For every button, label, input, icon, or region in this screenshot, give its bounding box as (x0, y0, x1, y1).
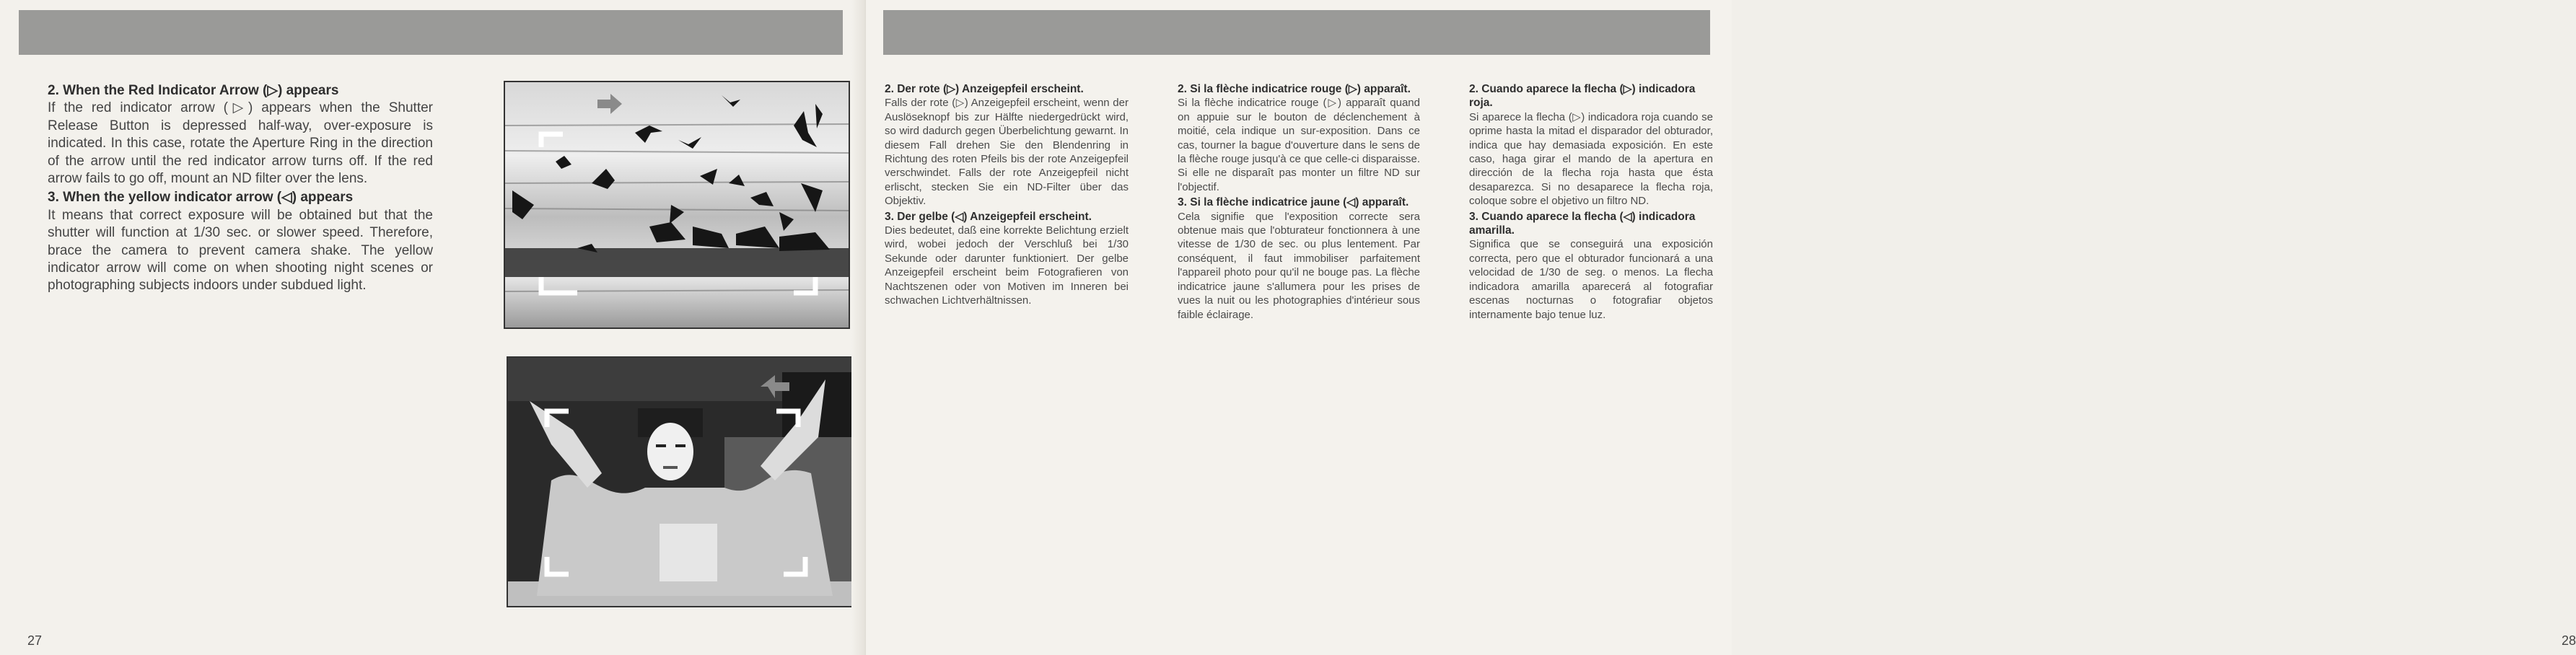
fr-section-3-body: Cela signifie que l'exposition correcte sera obtenue mais que l'obturateur fonctionnera à une vitesse de 1/30 de sec. ou plus lentement. Par conséquent, il faut immobiliser parfaitement l'appareil photo pour qu'il ne bouge pas. La flèche indicatrice jaune s'allumera pour les prises de vues la nuit ou les photographies d'intérieur sous faible éclairage. (1178, 210, 1420, 321)
german-text (885, 82, 1129, 309)
en-section-3-heading: 3. When the yellow indicator arrow (◁) appears (48, 190, 354, 206)
page-number-left: 27 (27, 633, 43, 648)
fr-section-2-body: Si la flèche indicatrice rouge (▷) apparaît quand on appuie sur le bouton de déclenchement à moitié, cela indique un sur-exposition. Dans ce cas, tourner la bague d'ouverture dans le sens de la flèche rouge jusqu'à ce que celle-ci disparaisse. Si elle ne disparaît pas monter un filtre ND sur l'objectif. (1178, 97, 1420, 193)
header-band-right (883, 10, 1710, 55)
header-band-left (19, 10, 843, 55)
birds-photo (504, 81, 850, 329)
en-section-3-body: It means that correct exposure will be obtained but that the shutter will function at 1/30 sec. or slower speed. Therefore, brace the camera to prevent camera shake. The yellow indicator arrow will come on when shooting night scenes or photographing subjects indoors under subdued light. (48, 207, 433, 294)
es-section-3-body: Significa que se conseguirá una exposición correcta, pero que el obturador funcionará a una velocidad de 1/30 de seg. o menos. La flecha indicadora amarilla aparecerá al fotografiar escenas nocturnas o fotografiar objetos internamente bajo tenue luz. (1469, 238, 1713, 321)
spanish-text (1469, 82, 1713, 323)
es-section-3-heading: 3. Cuando aparece la flecha (◁) indicadora amarilla. (1469, 210, 1696, 237)
page-number-right: 28 (2562, 633, 2576, 648)
es-section-2-heading: 2. Cuando aparece la flecha (▷) indicadora roja. (1469, 83, 1696, 110)
en-section-2-body: If the red indicator arrow (▷) appears when the Shutter Release Button is depressed half-way, over-exposure is indicated. In this case, rotate the Aperture Ring in the direction of the arrow until the red indicator arrow turns off. If the red arrow fails to go off, mount an ND filter over the lens. (48, 100, 433, 187)
kabuki-photo (507, 356, 853, 607)
fr-section-3-heading: 3. Si la flèche indicatrice jaune (◁) apparaît. (1178, 196, 1409, 209)
fr-section-2-heading: 2. Si la flèche indicatrice rouge (▷) apparaît. (1178, 83, 1411, 95)
es-section-2-body: Si aparece la flecha (▷) indicadora roja cuando se oprime hasta la mitad el disparador del obturador, indica que hay demasiada exposición. En este caso, haga girar el mando de la apertura en dirección de la flecha roja hasta que ésta desaparezca. Si no desaparece la flecha roja, coloque sobre el objetivo un filtro ND. (1469, 110, 1713, 208)
de-section-2-heading: 2. Der rote (▷) Anzeigepfeil erscheint. (885, 83, 1084, 95)
de-section-2-body: Falls der rote (▷) Anzeigepfeil erscheint, wenn der Auslöseknopf bis zur Hälfte niedergedrückt wird, so wird dadurch gegen Überbelichtung gewarnt. In diesem Fall drehen Sie den Blendenring in Richtung des roten Pfeils bis der rote Anzeigepfeil verschwindet. Falls der rote Anzeigepfeil nicht erlischt, stecken Sie ein ND-Filter über das Objektiv. (885, 97, 1129, 208)
en-section-2-heading: 2. When the Red Indicator Arrow (▷) appears (48, 83, 339, 98)
de-section-3-body: Dies bedeutet, daß eine korrekte Belichtung erzielt wird, wobei jedoch der Verschluß bei 1/30 Sekunde oder darunter funktioniert. Der gelbe Anzeigepfeil erscheint beim Fotografieren von Nachtszenen oder von Motiven im Inneren bei schwachen Lichtverhältnissen. (885, 224, 1129, 307)
left-page (0, 0, 859, 655)
english-text (48, 82, 433, 296)
french-text (1178, 82, 1420, 323)
de-section-3-heading: 3. Der gelbe (◁) Anzeigepfeil erscheint. (885, 210, 1092, 223)
